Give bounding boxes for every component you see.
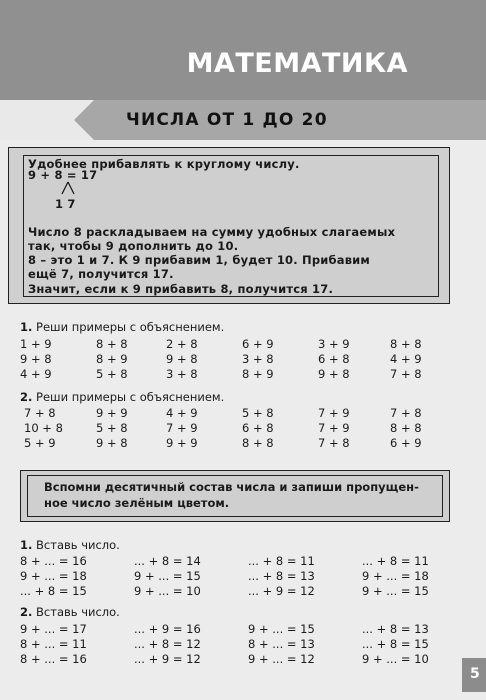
task3-exercise: 9 + ... = 15 (134, 569, 201, 583)
task4-exercise: 9 + ... = 10 (362, 652, 429, 666)
task3-exercise: 9 + ... = 10 (134, 584, 201, 598)
task4-exercise: 9 + ... = 12 (248, 652, 315, 666)
task4-exercise: ... + 8 = 15 (362, 637, 429, 651)
note-line-2: ное число зелёным цветом. (44, 496, 230, 510)
task4-exercise: 9 + ... = 17 (20, 622, 87, 636)
task1-exercise: 3 + 9 (318, 337, 350, 351)
task3-exercise: 9 + ... = 18 (362, 569, 429, 583)
note-line-1: Вспомни десятичный состав числа и запиши пропущен- (44, 480, 419, 494)
task4-exercise: ... + 9 = 16 (134, 622, 201, 636)
decomposition-branch-icon (60, 181, 76, 195)
task2-exercise: 9 + 9 (166, 436, 198, 450)
rule-line-5: ещё 7, получится 17. (28, 267, 174, 281)
task1-exercise: 2 + 8 (166, 337, 198, 351)
task1-exercise: 8 + 8 (96, 337, 128, 351)
task2-number: 2. (20, 390, 33, 404)
task1-exercise: 6 + 9 (242, 337, 274, 351)
task2-exercise: 5 + 8 (242, 406, 274, 420)
section-arrow (74, 100, 94, 140)
rule-equation: 9 + 8 = 17 (28, 168, 98, 182)
task1-exercise: 8 + 8 (390, 337, 422, 351)
task3-title (20, 538, 120, 552)
task4-exercise: 8 + ... = 11 (20, 637, 87, 651)
task3-exercise: 9 + ... = 18 (20, 569, 87, 583)
task2-text: Реши примеры с объяснением. (36, 390, 225, 404)
task1-exercise: 5 + 8 (96, 367, 128, 381)
page-title: МАТЕМАТИКА (186, 48, 408, 79)
task4-exercise: 9 + ... = 15 (248, 622, 315, 636)
task2-exercise: 7 + 8 (390, 406, 422, 420)
rule-decomposition: 1 7 (55, 197, 76, 211)
task1-exercise: 3 + 8 (242, 352, 274, 366)
task1-exercise: 8 + 9 (242, 367, 274, 381)
task3-exercise: ... + 8 = 15 (20, 584, 87, 598)
rule-line-4: 8 – это 1 и 7. К 9 прибавим 1, будет 10. Прибавим (28, 253, 371, 267)
task2-exercise: 7 + 8 (24, 406, 56, 420)
task2-exercise: 4 + 9 (166, 406, 198, 420)
task2-exercise: 7 + 9 (318, 406, 350, 420)
rule-line-6: Значит, если к 9 прибавить 8, получится 17. (28, 282, 334, 296)
task2-exercise: 8 + 8 (390, 421, 422, 435)
task1-exercise: 4 + 9 (20, 367, 52, 381)
rule-line-1: Удобнее прибавлять к круглому числу. (28, 157, 300, 171)
section-subtitle: ЧИСЛА ОТ 1 ДО 20 (126, 110, 328, 130)
task3-exercise: ... + 8 = 11 (248, 554, 315, 568)
task2-exercise: 10 + 8 (24, 421, 63, 435)
task2-title (20, 390, 224, 404)
task2-exercise: 7 + 9 (318, 421, 350, 435)
task1-exercise: 9 + 8 (166, 352, 198, 366)
task1-number: 1. (20, 320, 33, 334)
task2-exercise: 6 + 8 (242, 421, 274, 435)
page-number: 5 (470, 666, 480, 682)
task2-exercise: 5 + 9 (24, 436, 56, 450)
task3-exercise: 9 + ... = 15 (362, 584, 429, 598)
rule-line-3: так, чтобы 9 дополнить до 10. (28, 239, 239, 253)
task1-exercise: 6 + 8 (318, 352, 350, 366)
task2-exercise: 6 + 9 (390, 436, 422, 450)
task1-exercise: 9 + 8 (318, 367, 350, 381)
task4-exercise: ... + 8 = 12 (134, 637, 201, 651)
task1-title (20, 320, 224, 334)
task2-exercise: 9 + 8 (96, 436, 128, 450)
task4-exercise: 8 + ... = 16 (20, 652, 87, 666)
task2-exercise: 7 + 8 (318, 436, 350, 450)
task1-exercise: 3 + 8 (166, 367, 198, 381)
task4-text: Вставь число. (36, 605, 120, 619)
rule-line-2: Число 8 раскладываем на сумму удобных слагаемых (28, 225, 396, 239)
task3-exercise: ... + 8 = 14 (134, 554, 201, 568)
task1-text: Реши примеры с объяснением. (36, 320, 225, 334)
task4-exercise: ... + 9 = 12 (134, 652, 201, 666)
page-number-tab (462, 658, 486, 692)
task1-exercise: 8 + 9 (96, 352, 128, 366)
task1-exercise: 4 + 9 (390, 352, 422, 366)
header-bar (0, 0, 486, 100)
task3-exercise: ... + 8 = 13 (248, 569, 315, 583)
task1-exercise: 1 + 9 (20, 337, 52, 351)
task1-exercise: 9 + 8 (20, 352, 52, 366)
task4-title (20, 605, 120, 619)
task3-exercise: 8 + ... = 16 (20, 554, 87, 568)
task2-exercise: 7 + 9 (166, 421, 198, 435)
task4-exercise: ... + 8 = 13 (362, 622, 429, 636)
task3-exercise: ... + 9 = 12 (248, 584, 315, 598)
task3-text: Вставь число. (36, 538, 120, 552)
task2-exercise: 8 + 8 (242, 436, 274, 450)
task4-number: 2. (20, 605, 33, 619)
task3-exercise: ... + 8 = 11 (362, 554, 429, 568)
task2-exercise: 5 + 8 (96, 421, 128, 435)
task4-exercise: 8 + ... = 13 (248, 637, 315, 651)
task3-number: 1. (20, 538, 33, 552)
task1-exercise: 7 + 8 (390, 367, 422, 381)
task2-exercise: 9 + 9 (96, 406, 128, 420)
